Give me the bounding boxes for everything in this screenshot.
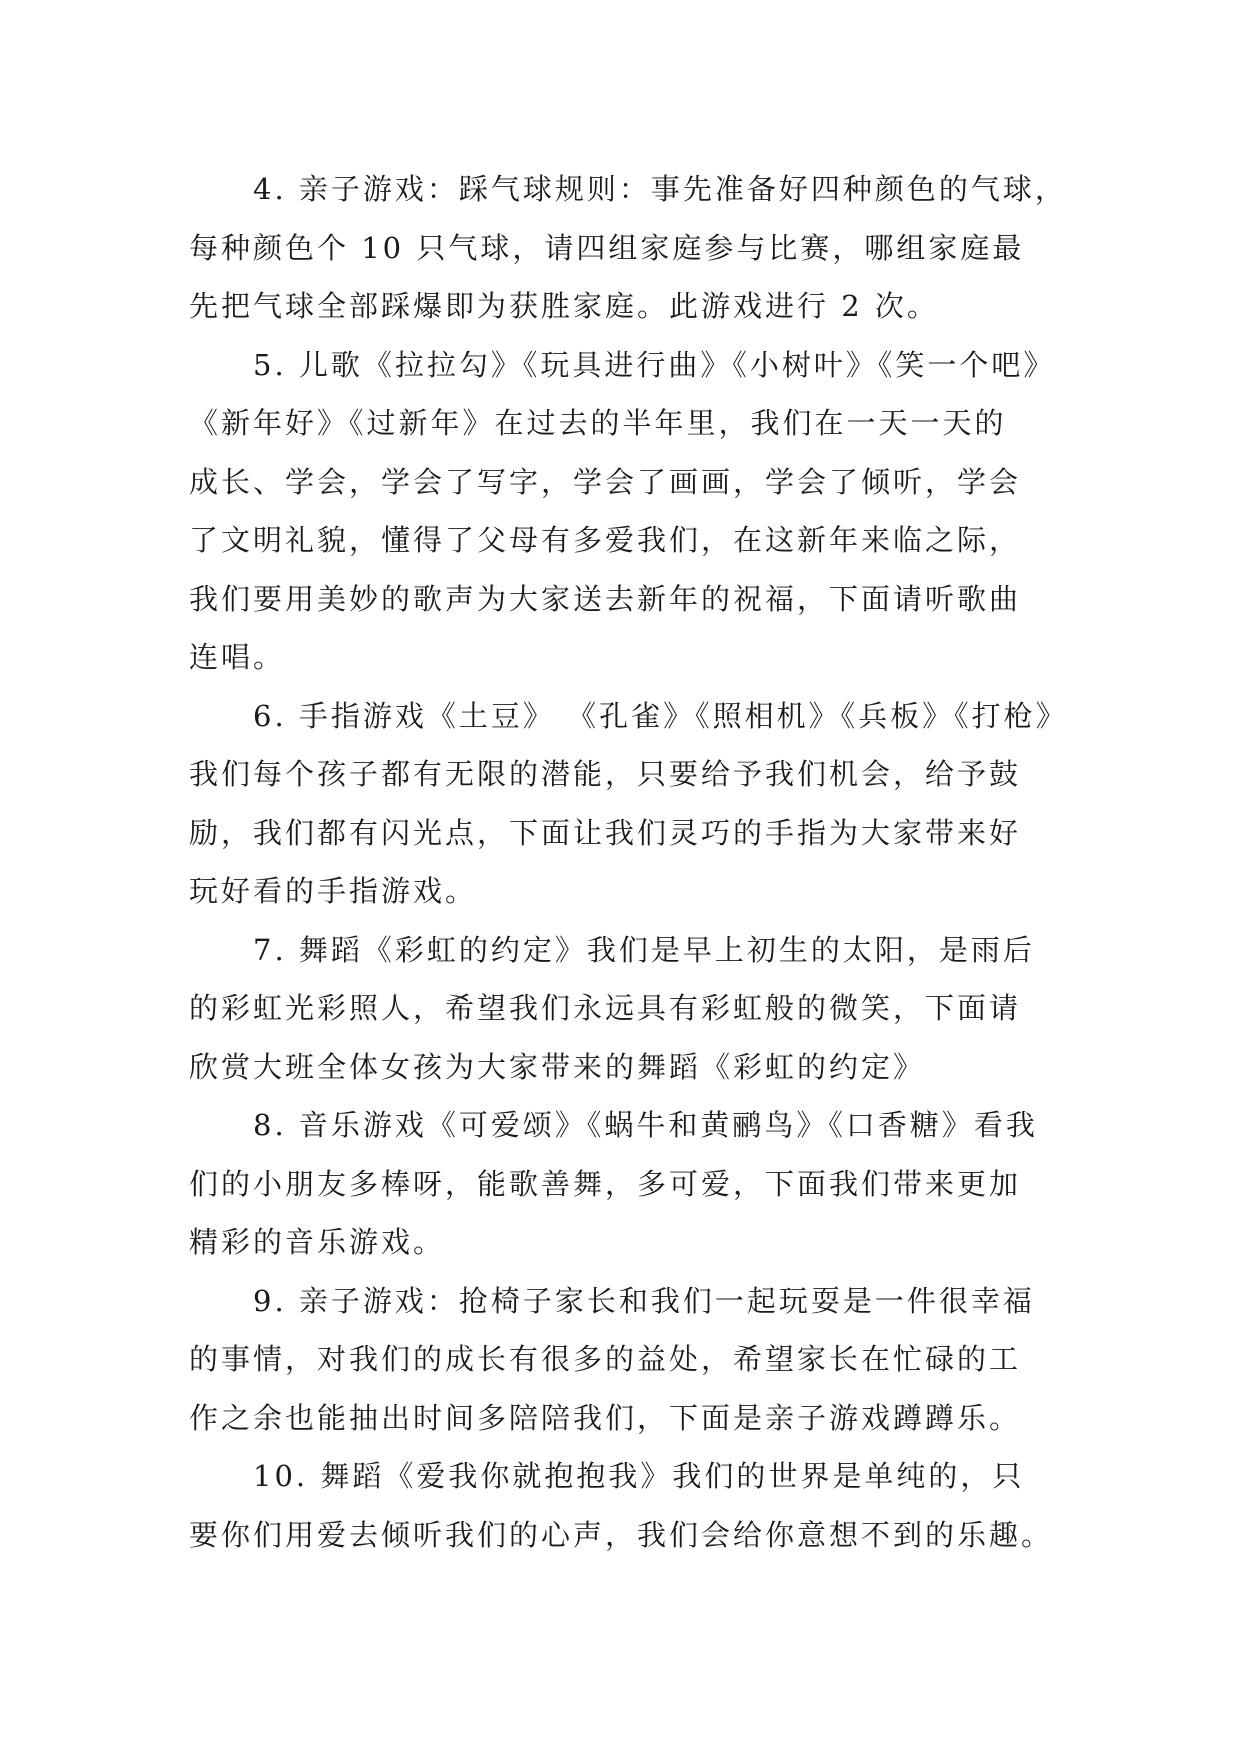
paragraph-5-line-3: 成长、学会，学会了写字，学会了画画，学会了倾听，学会 xyxy=(189,464,1022,499)
paragraph-4-line-3: 先把气球全部踩爆即为获胜家庭。此游戏进行 2 次。 xyxy=(189,289,939,323)
paragraph-5-line-4: 了文明礼貌，懂得了父母有多爱我们，在这新年来临之际， xyxy=(189,523,1022,557)
document-body xyxy=(189,160,1069,1564)
paragraph-5-line-2: 《新年好》《过新年》在过去的半年里，我们在一天一天的 xyxy=(189,406,1007,440)
paragraph-7-line-3: 欣赏大班全体女孩为大家带来的舞蹈《彩虹的约定》 xyxy=(189,1049,926,1084)
paragraph-6-line-4: 玩好看的手指游戏。 xyxy=(189,874,478,908)
paragraph-10-line-1: 10. 舞蹈《爱我你就抱抱我》我们的世界是单纯的，只 xyxy=(253,1459,1025,1493)
paragraph-8-line-1: 8. 音乐游戏《可爱颂》《蜗牛和黄鹂鸟》《口香糖》看我 xyxy=(253,1108,1038,1142)
paragraph-5-line-1: 5. 儿歌《拉拉勾》《玩具进行曲》《小树叶》《笑一个吧》 xyxy=(253,347,1056,382)
paragraph-10-line-2: 要你们用爱去倾听我们的心声，我们会给你意想不到的乐趣。 xyxy=(189,1517,1054,1552)
paragraph-9-line-3: 作之余也能抽出时间多陪陪我们，下面是亲子游戏蹲蹲乐。 xyxy=(189,1400,1022,1435)
paragraph-5-line-5: 我们要用美妙的歌声为大家送去新年的祝福，下面请听歌曲 xyxy=(189,581,1022,616)
paragraph-4-line-1: 4. 亲子游戏：踩气球规则：事先准备好四种颜色的气球， xyxy=(253,172,1067,206)
paragraph-5-line-6: 连唱。 xyxy=(189,640,286,674)
paragraph-6-line-2: 我们每个孩子都有无限的潜能，只要给予我们机会，给予鼓 xyxy=(189,757,1022,791)
paragraph-7-line-2: 的彩虹光彩照人，希望我们永远具有彩虹般的微笑，下面请 xyxy=(189,991,1022,1025)
paragraph-7-line-1: 7. 舞蹈《彩虹的约定》我们是早上初生的太阳，是雨后 xyxy=(253,932,1035,967)
paragraph-6-line-3: 励，我们都有闪光点，下面让我们灵巧的手指为大家带来好 xyxy=(189,815,1022,850)
paragraph-6-line-1: 6. 手指游戏《土豆》 《孔雀》《照相机》《兵板》《打枪》 xyxy=(253,698,1068,733)
paragraph-9-line-1: 9. 亲子游戏：抢椅子家长和我们一起玩耍是一件很幸福 xyxy=(253,1283,1035,1318)
paragraph-8-line-3: 精彩的音乐游戏。 xyxy=(189,1225,446,1259)
paragraph-8-line-2: 们的小朋友多棒呀，能歌善舞，多可爱，下面我们带来更加 xyxy=(189,1166,1022,1201)
paragraph-9-line-2: 的事情，对我们的成长有很多的益处，希望家长在忙碌的工 xyxy=(189,1342,1022,1376)
paragraph-4-line-2: 每种颜色个 10 只气球，请四组家庭参与比赛，哪组家庭最 xyxy=(189,230,1025,265)
